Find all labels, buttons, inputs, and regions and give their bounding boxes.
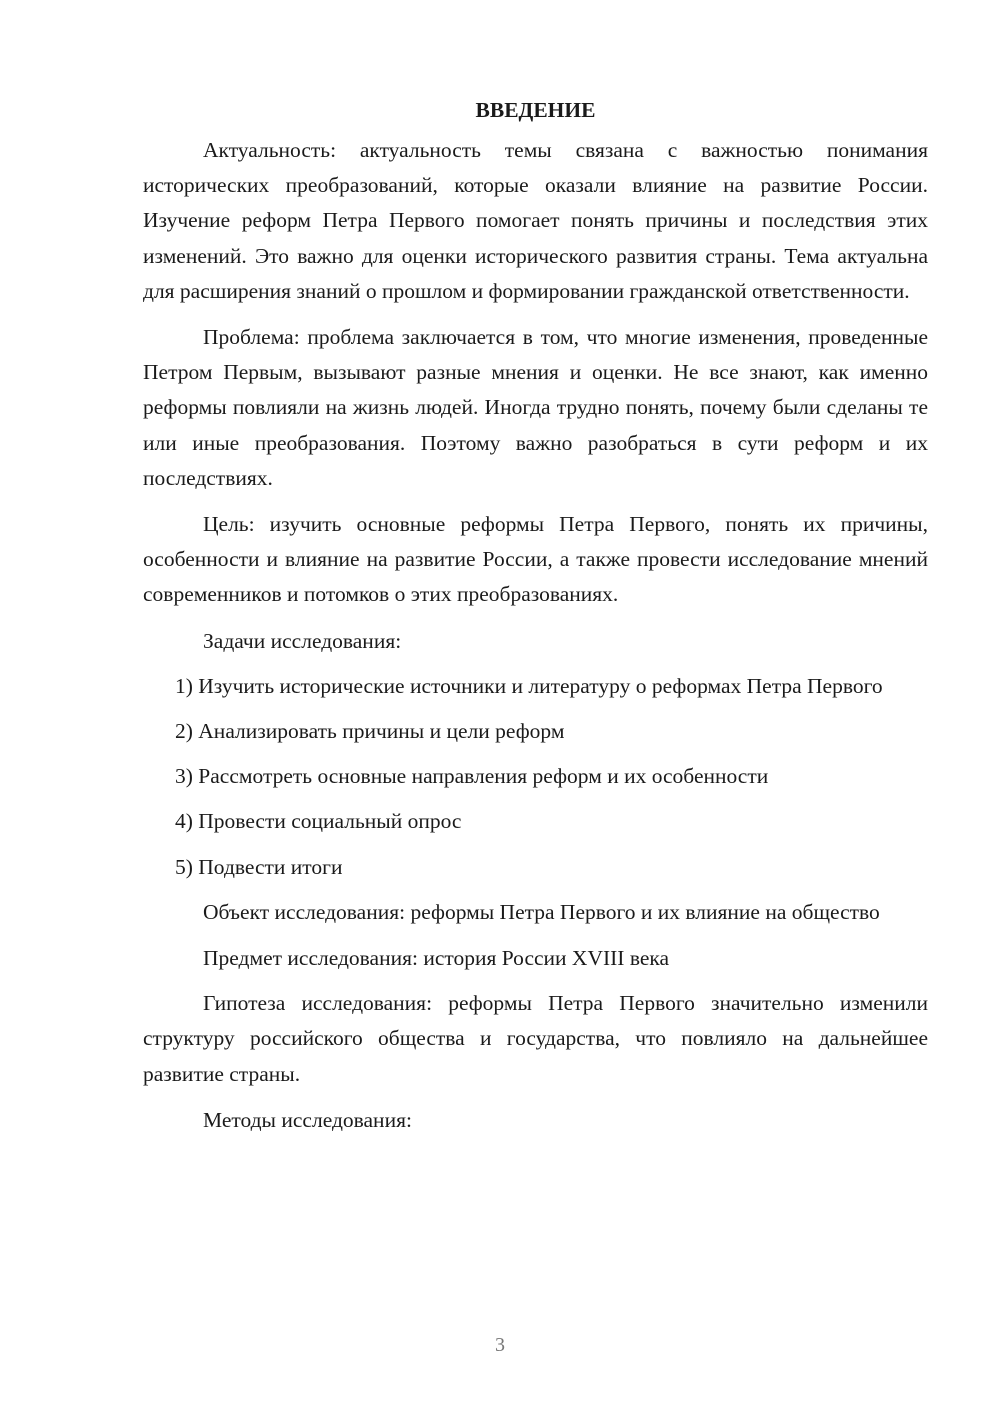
subject-paragraph: Предмет исследования: история России XVIII века: [203, 946, 670, 971]
task-item-3: 3) Рассмотреть основные направления реформ и их особенности: [175, 764, 769, 789]
goal-paragraph: Цель: изучить основные реформы Петра Первого, понять их причины, особенности и влияние на развитие России, а также провести исследование мнений современников и потомков о этих преобразованиях.: [143, 512, 928, 607]
relevance-paragraph: Актуальность: актуальность темы связана с важностью понимания исторических преобразований, которые оказали влияние на развитие России. Изучение реформ Петра Первого помогает понять причины и последствия этих изменений. Это важно для оценки исторического развития страны. Тема актуальна для расширения знаний о прошлом и формировании гражданской ответственности.: [143, 138, 928, 303]
page-number: 3: [495, 1334, 505, 1356]
task-item-4: 4) Провести социальный опрос: [175, 809, 462, 834]
page-content: [143, 95, 928, 1148]
section-title: ВВЕДЕНИЕ: [475, 98, 596, 122]
task-item-2: 2) Анализировать причины и цели реформ: [175, 719, 565, 744]
tasks-heading: Задачи исследования:: [203, 628, 402, 653]
methods-heading: Методы исследования:: [203, 1107, 412, 1132]
task-item-1: 1) Изучить исторические источники и литературу о реформах Петра Первого: [175, 673, 883, 698]
task-item-5: 5) Подвести итоги: [175, 854, 343, 879]
hypothesis-paragraph: Гипотеза исследования: реформы Петра Первого значительно изменили структуру российского общества и государства, что повлияло на дальнейшее развитие страны.: [143, 991, 928, 1086]
object-paragraph: Объект исследования: реформы Петра Первого и их влияние на общество: [203, 899, 880, 924]
problem-paragraph: Проблема: проблема заключается в том, что многие изменения, проведенные Петром Первым, вызывают разные мнения и оценки. Не все знают, как именно реформы повлияли на жизнь людей. Иногда трудно понять, почему были сделаны те или иные преобразования. Поэтому важно разобраться в сути реформ и их последствиях.: [143, 325, 928, 490]
